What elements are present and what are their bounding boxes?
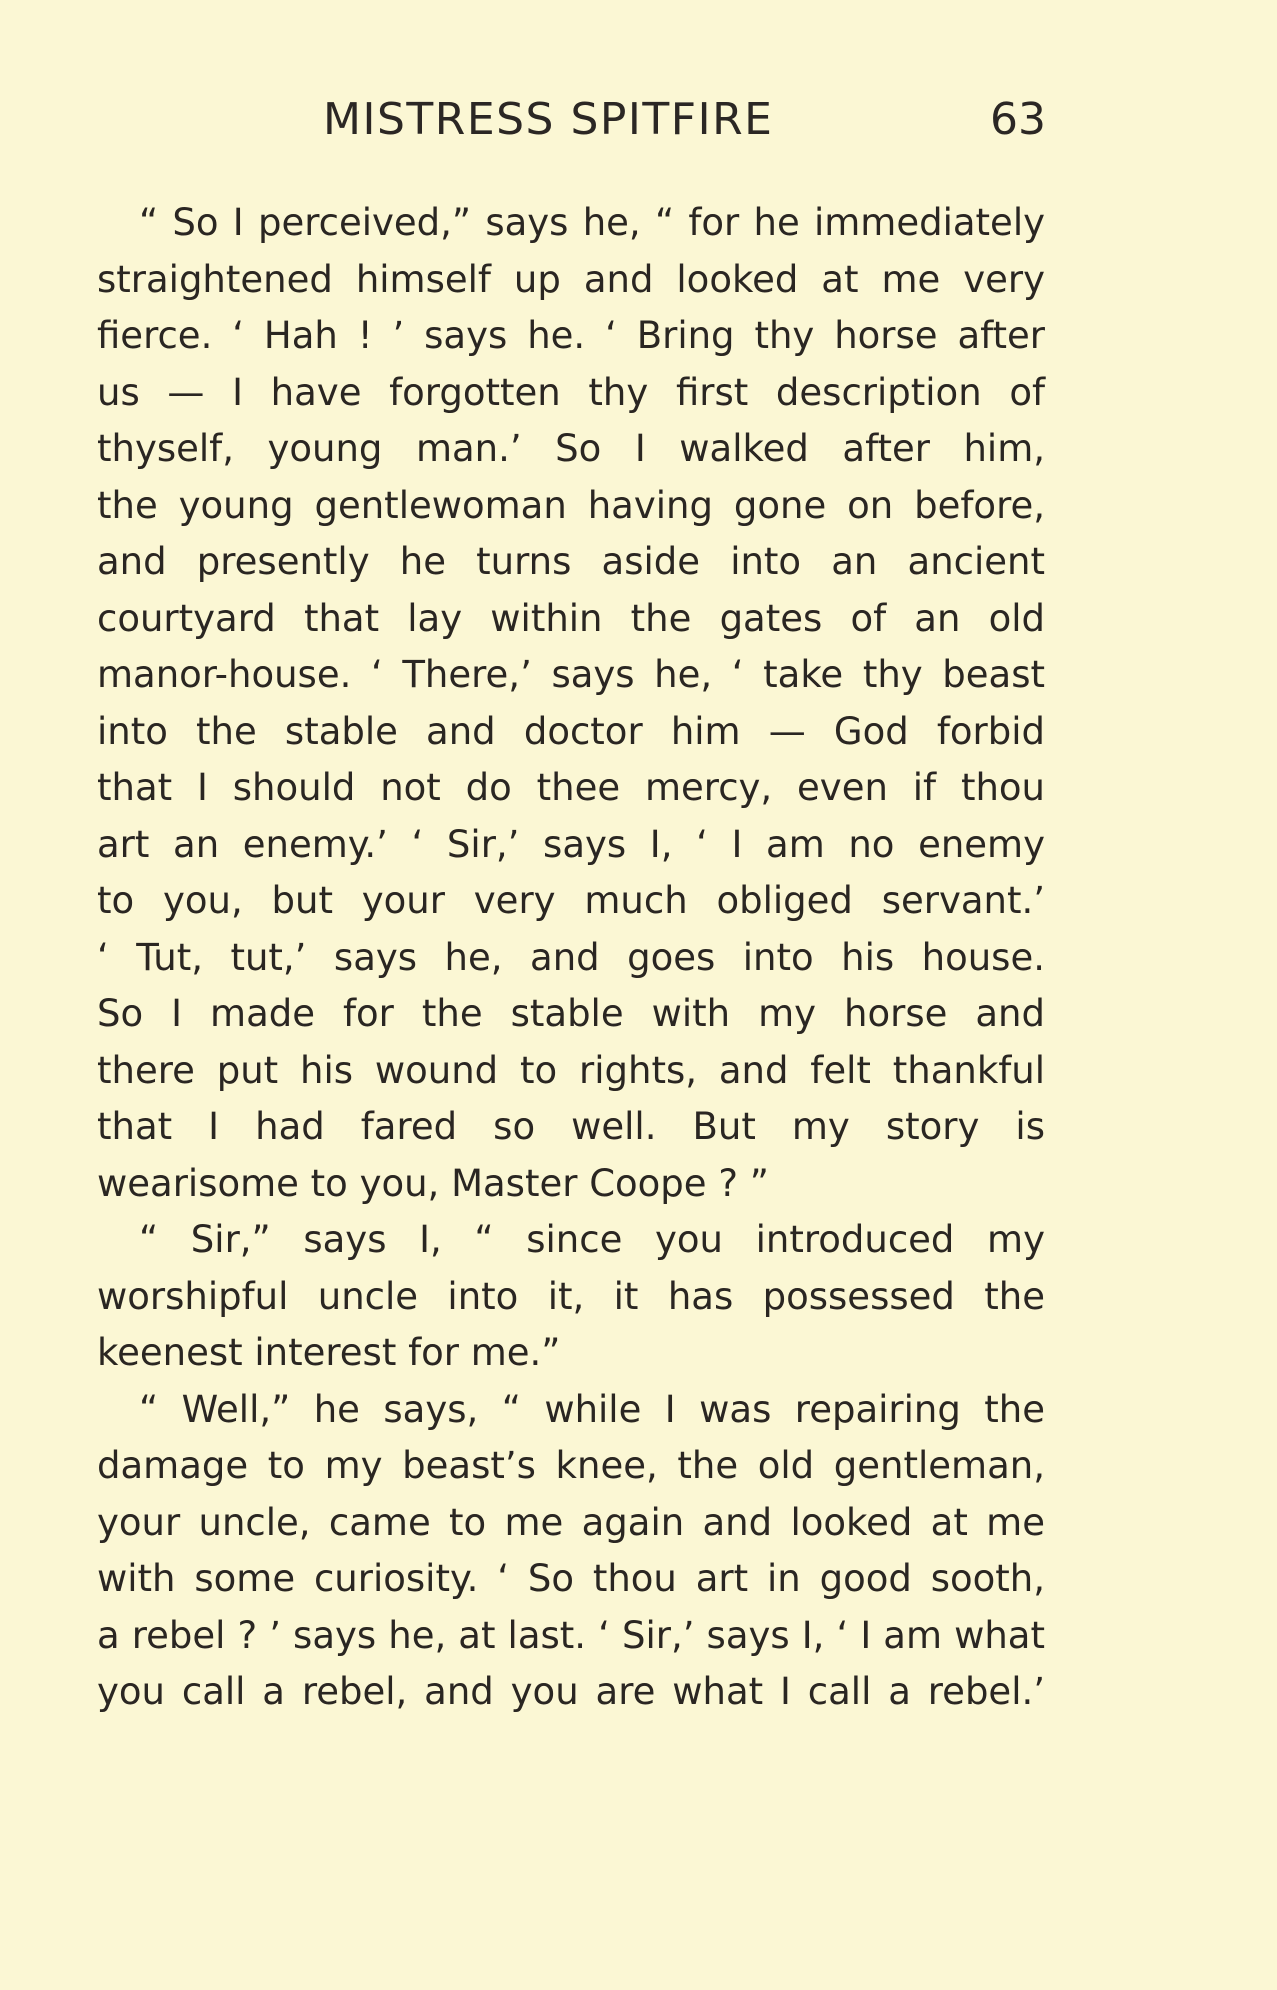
text-line: us — I have forgotten thy first description of bbox=[97, 370, 1045, 414]
text-line: there put his wound to rights, and felt thankful bbox=[97, 1048, 1045, 1092]
text-line: and presently he turns aside into an ancient bbox=[97, 540, 1045, 583]
text-line: worshipful uncle into it, it has possessed the bbox=[97, 1274, 1045, 1318]
text-line: that I should not do thee mercy, even if thou bbox=[97, 766, 1045, 809]
text-line: “ So I perceived,” says he, “ for he immediately bbox=[139, 201, 1045, 244]
text-line: the young gentlewoman having gone on before, bbox=[97, 483, 1045, 527]
text-line: thyself, young man.’ So I walked after him, bbox=[97, 427, 1045, 470]
text-line: manor-house. ‘ There,’ says he, ‘ take thy beast bbox=[97, 653, 1045, 696]
text-line: art an enemy.’ ‘ Sir,’ says I, ‘ I am no enemy bbox=[97, 822, 1045, 866]
text-line: with some curiosity. ‘ So thou art in good sooth, bbox=[97, 1557, 1045, 1600]
text-line: straightened himself up and looked at me very bbox=[97, 257, 1045, 301]
page-number: 63 bbox=[990, 94, 1046, 145]
running-title: MISTRESS SPITFIRE bbox=[323, 94, 774, 145]
text-line: to you, but your very much obliged servant.’ bbox=[97, 879, 1045, 922]
text-line: a rebel ? ’ says he, at last. ‘ Sir,’ says I, ‘ I am what bbox=[97, 1613, 1045, 1657]
text-line: keenest interest for me.” bbox=[97, 1331, 561, 1374]
text-line: your uncle, came to me again and looked at me bbox=[97, 1500, 1045, 1544]
text-line: you call a rebel, and you are what I call a rebel.’ bbox=[97, 1670, 1045, 1713]
text-line: So I made for the stable with my horse and bbox=[97, 992, 1045, 1035]
text-line: courtyard that lay within the gates of an old bbox=[97, 596, 1045, 640]
text-line: “ Well,” he says, “ while I was repairing the bbox=[139, 1387, 1045, 1431]
text-line: ‘ Tut, tut,’ says he, and goes into his house. bbox=[97, 935, 1045, 979]
body-text bbox=[97, 195, 1045, 1721]
text-line: damage to my beast’s knee, the old gentleman, bbox=[97, 1444, 1045, 1487]
text-line: wearisome to you, Master Coope ? ” bbox=[97, 1161, 769, 1205]
text-line: that I had fared so well. But my story is bbox=[97, 1105, 1045, 1148]
running-header bbox=[0, 92, 1277, 152]
text-line: fierce. ‘ Hah ! ’ says he. ‘ Bring thy horse after bbox=[97, 314, 1045, 357]
text-line: into the stable and doctor him — God forbid bbox=[97, 709, 1045, 753]
text-line: “ Sir,” says I, “ since you introduced my bbox=[139, 1218, 1045, 1261]
